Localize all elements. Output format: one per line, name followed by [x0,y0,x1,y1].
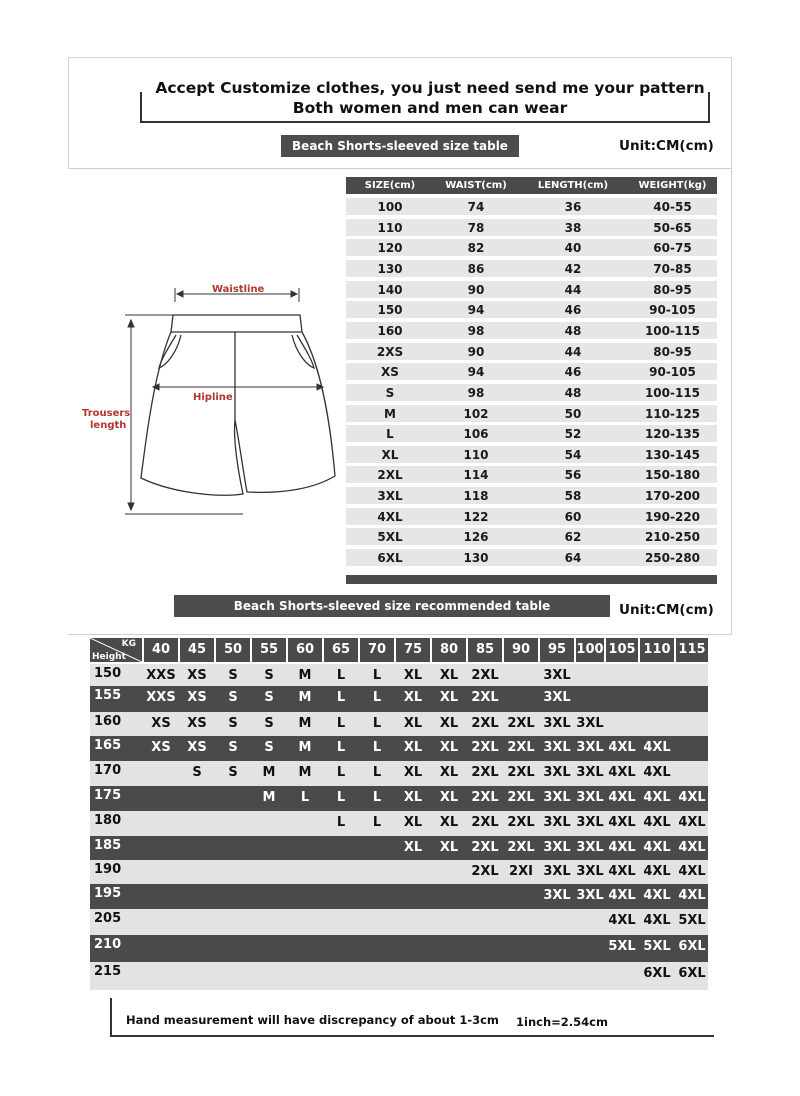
size-recommendation-cell: XS [187,740,207,755]
size-cell: XL [381,447,399,462]
weight-column-header: WEIGHT(kg) [638,180,707,191]
size-recommendation-cell: S [264,740,274,755]
size-recommendation-cell: 2XL [507,840,535,855]
size-cell: L [386,427,394,442]
measurement-note: Hand measurement will have discrepancy of about 1-3cm [126,1013,499,1027]
length-cell: 46 [564,365,582,380]
recommended-table-row [90,884,708,909]
height-cell: 170 [94,763,122,778]
footer-bracket [110,998,714,1037]
frame-right-line [731,57,732,635]
size-cell: M [384,406,396,421]
weight-header-cell: 115 [676,638,708,662]
height-cell: 180 [94,813,122,828]
length-cell: 50 [564,406,582,421]
size-recommendation-cell: 3XL [576,888,604,903]
size-recommendation-cell: S [228,690,238,705]
size-recommendation-cell: XL [439,716,459,731]
size-recommendation-cell: 2XL [507,716,535,731]
size-recommendation-cell: L [372,740,382,755]
size-recommendation-cell: L [336,765,346,780]
weight-cell: 170-200 [644,489,701,504]
size-recommendation-cell: XL [403,815,423,830]
size-recommendation-cell: 3XL [576,740,604,755]
size-recommendation-cell: L [336,690,346,705]
weight-header-cell: 75 [396,638,430,662]
weight-cell: 60-75 [653,241,692,256]
size-recommendation-cell: L [372,668,382,683]
height-cell: 205 [94,911,122,926]
recommended-table-row [90,860,708,884]
size-table-row [346,322,717,339]
weight-cell: 80-95 [653,282,692,297]
size-recommendation-cell: XXS [146,668,176,683]
height-cell: 160 [94,714,122,729]
size-recommendation-cell: L [300,790,310,805]
recommended-table-row [90,909,708,935]
size-recommendation-cell: XL [439,840,459,855]
size-cell: 110 [377,220,403,235]
frame-divider-2 [68,634,732,635]
height-cell: 190 [94,862,122,877]
weight-header-cell: 95 [540,638,574,662]
size-recommendation-cell: 3XL [543,864,571,879]
size-recommendation-cell: 2XL [471,740,499,755]
size-recommendation-cell: L [336,790,346,805]
frame-top-line [68,57,732,58]
waist-cell: 106 [463,427,489,442]
size-recommendation-cell: XL [439,790,459,805]
height-cell: 155 [94,688,122,703]
waist-cell: 122 [463,509,489,524]
size-cell: XS [381,365,399,380]
size-recommendation-cell: XS [151,740,171,755]
waist-cell: 126 [463,530,489,545]
size-recommendation-cell: XL [439,815,459,830]
waist-cell: 90 [467,282,485,297]
weight-cell: 80-95 [653,344,692,359]
size-recommendation-cell: XL [403,668,423,683]
size-cell: 160 [377,323,403,338]
size-recommendation-cell: L [336,740,346,755]
frame-left-line [68,57,69,169]
size-recommendation-cell: 4XL [678,840,706,855]
size-cell: 100 [377,200,403,214]
length-cell: 48 [564,385,582,400]
size-recommendation-cell: 3XL [543,888,571,903]
recommended-table-unit: Unit:CM(cm) [619,602,714,618]
size-table-row [346,343,717,360]
size-recommendation-cell: 4XL [608,913,636,928]
weight-cell: 110-125 [644,406,701,421]
size-recommendation-cell: 4XL [643,740,671,755]
weight-header-cell: 90 [504,638,538,662]
length-cell: 38 [564,220,582,235]
frame-divider-1 [68,168,732,169]
size-table-row [346,198,717,215]
size-recommendation-cell: M [298,668,312,683]
size-recommendation-cell: XS [151,716,171,731]
size-table-row [346,281,717,298]
size-table-row [346,219,717,236]
height-cell: 215 [94,964,122,979]
size-recommendation-cell: XS [187,716,207,731]
weight-header-cell: 60 [288,638,322,662]
size-recommendation-cell: 2XL [507,765,535,780]
size-recommendation-cell: L [372,690,382,705]
size-cell: 2XS [376,344,404,359]
size-recommendation-cell: 4XL [608,888,636,903]
waist-cell: 114 [463,468,489,483]
size-recommendation-cell: L [336,668,346,683]
size-recommendation-cell: 3XL [576,864,604,879]
size-recommendation-cell: S [228,716,238,731]
length-cell: 36 [564,200,582,214]
size-recommendation-cell: 2XL [471,716,499,731]
weight-cell: 50-65 [653,220,692,235]
size-recommendation-cell: 2XL [471,668,499,683]
recommended-table-row [90,686,708,712]
size-cell: 5XL [377,530,403,545]
size-recommendation-cell: 4XL [678,864,706,879]
size-table-row [346,405,717,422]
weight-cell: 130-145 [644,447,701,462]
size-recommendation-cell: 4XL [643,913,671,928]
size-recommendation-cell: 4XL [608,740,636,755]
corner-cell [90,638,142,662]
size-recommendation-cell: 5XL [608,939,636,954]
size-recommendation-cell: 4XL [678,815,706,830]
size-recommendation-cell: 6XL [678,966,706,981]
size-recommendation-cell: 4XL [643,888,671,903]
size-recommendation-cell: S [228,740,238,755]
hipline-label: Hipline [193,392,233,403]
waist-cell: 118 [463,489,489,504]
trousers-length-label-1: Trousers [82,408,131,419]
size-recommendation-cell: 4XL [678,790,706,805]
recommended-table-row [90,761,708,785]
length-cell: 58 [564,489,582,504]
size-recommendation-cell: 4XL [643,765,671,780]
size-recommendation-cell: 2XL [471,690,499,705]
recommended-table-row [90,935,708,962]
size-table-row [346,446,717,463]
size-recommendation-cell: 3XL [576,840,604,855]
size-recommendation-cell: XL [439,668,459,683]
shorts-outline [141,332,335,495]
size-recommendation-cell: L [336,716,346,731]
weight-cell: 150-180 [644,468,701,483]
size-recommendation-cell: XL [403,840,423,855]
size-cell: S [385,385,395,400]
length-cell: 46 [564,303,582,318]
size-recommendation-cell: 3XL [576,765,604,780]
size-recommendation-cell: 3XL [576,790,604,805]
size-recommendation-cell: XL [439,765,459,780]
length-cell: 64 [564,551,582,566]
size-recommendation-cell: 4XL [678,888,706,903]
weight-cell: 190-220 [644,509,701,524]
size-column-header: SIZE(cm) [364,180,416,191]
height-cell: 165 [94,738,122,753]
size-recommendation-cell: 3XL [543,690,571,705]
length-cell: 54 [564,447,582,462]
size-recommendation-cell: XL [403,790,423,805]
size-table-row [346,487,717,504]
size-recommendation-cell: S [228,765,238,780]
size-recommendation-cell: 4XL [643,864,671,879]
size-table-unit: Unit:CM(cm) [619,138,714,154]
size-recommendation-cell: 4XL [643,840,671,855]
size-table-row [346,466,717,483]
size-recommendation-cell: 6XL [643,966,671,981]
size-cell: 120 [377,241,403,256]
size-recommendation-cell: 4XL [608,790,636,805]
size-recommendation-cell: 3XL [543,765,571,780]
size-recommendation-cell: 4XL [643,815,671,830]
size-recommendation-cell: 3XL [576,716,604,731]
weight-header-cell: 65 [324,638,358,662]
size-recommendation-cell: 2XL [471,765,499,780]
size-recommendation-cell: M [262,765,276,780]
weight-header-cell: 105 [606,638,638,662]
size-recommendation-cell: 2XI [509,864,533,879]
weight-cell: 210-250 [644,530,701,545]
size-recommendation-cell: S [264,716,274,731]
recommended-table-row [90,712,708,736]
length-cell: 48 [564,323,582,338]
header-line-1: Accept Customize clothes, you just need send me your pattern [155,79,705,97]
size-recommendation-cell: 2XL [471,790,499,805]
waist-cell: 82 [467,241,485,256]
size-recommendation-cell: L [372,790,382,805]
length-column-header: LENGTH(cm) [537,180,609,191]
size-recommendation-cell: M [298,690,312,705]
size-recommendation-cell: M [298,716,312,731]
weight-cell: 90-105 [649,365,696,380]
size-recommendation-cell: XS [187,668,207,683]
size-recommendation-cell: S [192,765,202,780]
size-recommendation-cell: M [298,765,312,780]
size-recommendation-cell: 3XL [576,815,604,830]
size-recommendation-cell: 2XL [471,840,499,855]
size-table-row [346,528,717,545]
corner-kg-label: KG [121,639,136,649]
size-recommendation-cell: 3XL [543,668,571,683]
size-recommendation-cell: 2XL [507,740,535,755]
size-table-row [346,301,717,318]
length-cell: 62 [564,530,582,545]
size-recommendation-cell: XL [439,690,459,705]
size-table-row [346,508,717,525]
size-recommendation-cell: 4XL [608,864,636,879]
waist-cell: 86 [467,261,485,276]
weight-cell: 100-115 [644,385,701,400]
weight-header-cell: 45 [180,638,214,662]
waist-cell: 94 [467,303,485,318]
waist-cell: 98 [467,323,485,338]
waist-cell: 94 [467,365,485,380]
waist-cell: 78 [467,220,485,235]
waist-cell: 102 [463,406,489,421]
height-cell: 175 [94,788,122,803]
size-recommendation-cell: L [372,716,382,731]
size-table-header [346,177,717,194]
size-recommendation-cell: 4XL [608,815,636,830]
height-cell: 150 [94,666,122,681]
inch-conversion: 1inch=2.54cm [516,1015,608,1029]
waist-cell: 130 [463,551,489,566]
weight-header-cell: 110 [640,638,674,662]
length-cell: 40 [564,241,582,256]
header-bracket [140,92,710,123]
size-cell: 150 [377,303,403,318]
size-recommendation-cell: 3XL [543,815,571,830]
height-cell: 185 [94,838,122,853]
size-table-title: Beach Shorts-sleeved size table [281,135,519,157]
height-cell: 210 [94,937,122,952]
recommended-table-row [90,786,708,811]
size-recommendation-cell: L [372,815,382,830]
size-table-row [346,239,717,256]
recommended-table-row [90,836,708,860]
size-recommendation-cell: M [262,790,276,805]
length-cell: 44 [564,344,582,359]
size-recommendation-cell: S [264,690,274,705]
size-cell: 140 [377,282,403,297]
trousers-length-label-2: length [90,420,127,431]
size-table-row [346,425,717,442]
size-recommendation-cell: 5XL [678,913,706,928]
size-recommendation-cell: 3XL [543,790,571,805]
size-table-footer-bar [346,575,717,584]
waistline-label: Waistline [212,284,265,295]
size-recommendation-cell: S [228,668,238,683]
size-cell: 6XL [377,551,403,566]
size-cell: 3XL [377,489,403,504]
size-recommendation-cell: 2XL [471,815,499,830]
size-recommendation-cell: 3XL [543,840,571,855]
size-recommendation-cell: 4XL [608,840,636,855]
size-recommendation-cell: 3XL [543,716,571,731]
size-recommendation-cell: L [372,765,382,780]
weight-header-cell: 40 [144,638,178,662]
length-cell: 42 [564,261,582,276]
size-cell: 4XL [377,509,403,524]
recommended-table-row [90,962,708,989]
waist-cell: 98 [467,385,485,400]
size-table-row [346,549,717,566]
waist-column-header: WAIST(cm) [445,180,507,191]
weight-header-cell: 100 [576,638,604,662]
weight-cell: 100-115 [644,323,701,338]
weight-cell: 250-280 [644,551,701,566]
weight-header-cell: 85 [468,638,502,662]
weight-cell: 90-105 [649,303,696,318]
size-recommendation-cell: XL [403,716,423,731]
size-recommendation-cell: S [264,668,274,683]
weight-header-cell: 70 [360,638,394,662]
height-cell: 195 [94,886,122,901]
size-recommendation-cell: XL [403,765,423,780]
size-cell: 130 [377,261,403,276]
size-table-row [346,384,717,401]
size-recommendation-cell: 5XL [643,939,671,954]
weight-cell: 40-55 [653,200,692,214]
waist-cell: 74 [467,200,485,214]
length-cell: 60 [564,509,582,524]
length-cell: 44 [564,282,582,297]
corner-height-label: Height [92,652,126,662]
recommended-table-row [90,811,708,835]
length-cell: 52 [564,427,582,442]
size-table-row [346,363,717,380]
length-cell: 56 [564,468,582,483]
size-recommendation-cell: XXS [146,690,176,705]
weight-header-cell: 50 [216,638,250,662]
size-table-row [346,260,717,277]
recommended-table-row [90,736,708,761]
recommended-table-title: Beach Shorts-sleeved size recommended table [174,595,610,617]
size-recommendation-cell: 4XL [643,790,671,805]
size-recommendation-cell: 3XL [543,740,571,755]
size-recommendation-cell: L [336,815,346,830]
waist-cell: 110 [463,447,489,462]
weight-header-cell: 55 [252,638,286,662]
size-recommendation-cell: 2XL [507,815,535,830]
size-recommendation-cell: XL [439,740,459,755]
size-recommendation-cell: M [298,740,312,755]
weight-cell: 70-85 [653,261,692,276]
recommended-table-row [90,664,708,686]
waist-cell: 90 [467,344,485,359]
weight-cell: 120-135 [644,427,701,442]
size-cell: 2XL [377,468,403,483]
weight-header-cell: 80 [432,638,466,662]
size-recommendation-cell: XL [403,740,423,755]
shorts-waistband [171,315,302,332]
size-recommendation-cell: XS [187,690,207,705]
size-recommendation-cell: 2XL [471,864,499,879]
size-recommendation-cell: 6XL [678,939,706,954]
size-recommendation-cell: 4XL [608,765,636,780]
size-recommendation-cell: XL [403,690,423,705]
header-line-2: Both women and men can wear [292,99,568,117]
size-recommendation-cell: 2XL [507,790,535,805]
